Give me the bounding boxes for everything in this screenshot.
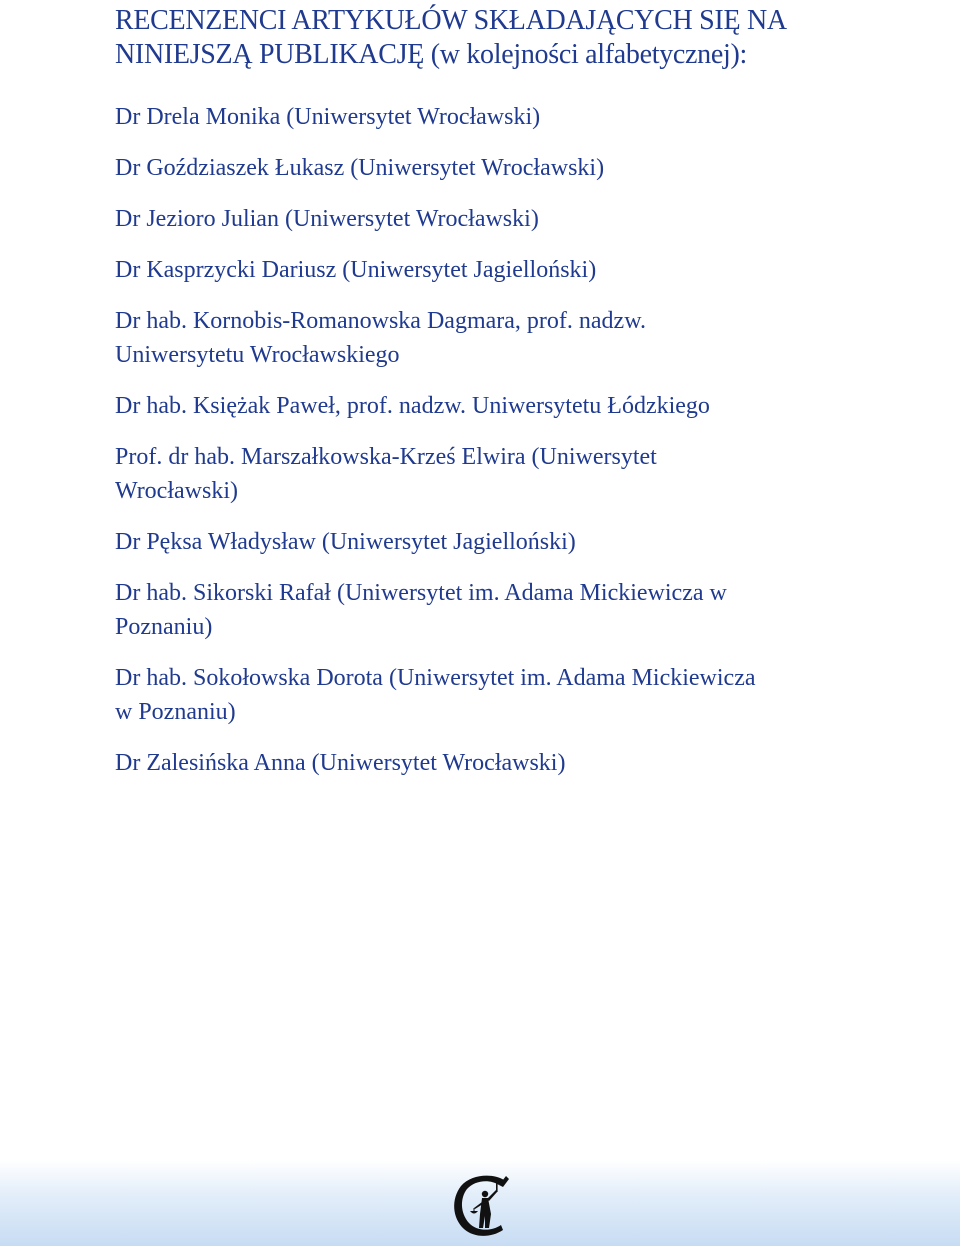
list-item: Prof. dr hab. Marszałkowska-Krześ Elwira (Uniwersytet Wrocławski) xyxy=(115,444,657,504)
page-title: RECENZENCI ARTYKUŁÓW SKŁADAJĄCYCH SIĘ NA NINIEJSZĄ PUBLIKACJĘ (w kolejności alfabetycznej): xyxy=(115,5,786,70)
c-publisher-logo-icon xyxy=(449,1170,519,1240)
list-item: Dr hab. Sikorski Rafał (Uniwersytet im. Adama Mickiewicza w Poznaniu) xyxy=(115,580,727,640)
list-item: Dr Pęksa Władysław (Uniwersytet Jagielloński) xyxy=(115,529,576,555)
list-item: Dr Kasprzycki Dariusz (Uniwersytet Jagielloński) xyxy=(115,257,597,283)
list-item: Dr hab. Kornobis-Romanowska Dagmara, prof. nadzw. Uniwersytetu Wrocławskiego xyxy=(115,308,646,368)
list-item: Dr hab. Sokołowska Dorota (Uniwersytet im. Adama Mickiewicza w Poznaniu) xyxy=(115,665,756,725)
list-item: Dr Jezioro Julian (Uniwersytet Wrocławski) xyxy=(115,206,539,232)
list-item: Dr Goździaszek Łukasz (Uniwersytet Wrocławski) xyxy=(115,155,605,181)
list-item: Dr Zalesińska Anna (Uniwersytet Wrocławski) xyxy=(115,750,566,776)
reviewer-list xyxy=(115,100,855,780)
list-item: Dr hab. Księżak Paweł, prof. nadzw. Uniwersytetu Łódzkiego xyxy=(115,393,710,419)
list-item: Dr Drela Monika (Uniwersytet Wrocławski) xyxy=(115,104,541,130)
